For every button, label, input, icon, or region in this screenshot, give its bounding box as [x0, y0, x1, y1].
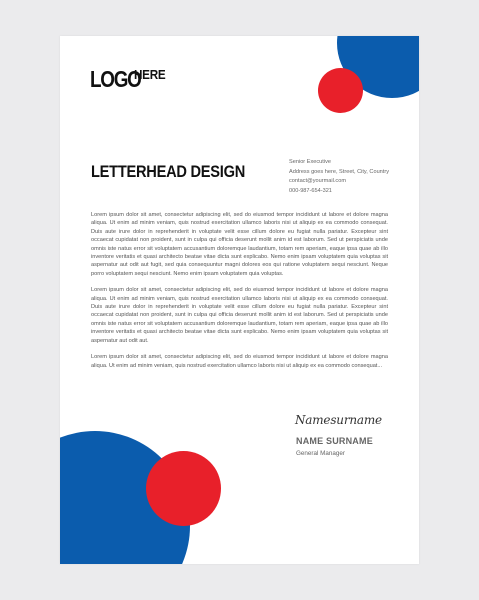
letterhead-sheet: [60, 36, 419, 564]
contact-address: Address goes here, Street, City, Country: [289, 168, 390, 175]
contact-phone: 000-987-654-321: [289, 187, 332, 194]
signatory-name: NAME SURNAME: [296, 436, 373, 446]
decor-circle-red-top: [318, 68, 363, 113]
body-paragraph: Lorem ipsum dolor sit amet, consectetur adipiscing elit, sed do eiusmod tempor incididunt ut labore et dolore magna aliqua. Ut enim ad minim veniam, quis nostrud exercitation ullamco laboris nisi ut aliquip ex ea commodo consequat...: [91, 354, 388, 369]
contact-position: Senior Executive: [289, 159, 331, 165]
body-paragraph: Lorem ipsum dolor sit amet, consectetur adipiscing elit, sed do eiusmod tempor incididunt ut labore et dolore magna aliqua. Ut enim ad minim veniam, quis nostrud exercitation ullamco laboris nisi ut aliquip ex ea commodo consequat. Duis aute irure dolor in reprehenderit in voluptate velit esse cillum dolore eu fugiat nulla pariatur. Excepteur sint occaecat cupidatat non proident, sunt in culpa qui officia deserunt mollit anim id est laborum. Sed ut perspiciatis unde omnis iste natus error sit voluptatem accusantium doloremque laudantium, totam rem aperiam, eaque ipsa quae ab illo inventore veritatis et quasi architecto beatae vitae dicta sunt explicabo. Nemo enim ipsam voluptatem quia voluptas sit aspernatur aut odit aut fugit, sed quia consequuntur magni dolores eos qui ratione voluptatem sequi nesciunt. Neque porro voluptatem sequi nesciunt. Nemo enim ipsam voluptatem quia voluptas.: [91, 212, 388, 277]
contact-email: contact@yourmail.com: [289, 178, 346, 184]
contact-block: [289, 158, 389, 196]
signatory-role: General Manager: [296, 450, 346, 457]
decor-circle-red-bottom: [146, 451, 221, 526]
logo-main-text: LOGO: [90, 66, 141, 92]
body-paragraph: Lorem ipsum dolor sit amet, consectetur adipiscing elit, sed do eiusmod tempor incididunt ut labore et dolore magna aliqua. Ut enim ad minim veniam, quis nostrud exercitation ullamco laboris nisi ut aliquip ex ea commodo consequat. Duis aute irure dolor in reprehenderit in voluptate velit esse cillum dolore eu fugiat nulla pariatur. Excepteur sint occaecat cupidatat non proident, sunt in culpa qui officia deserunt mollit anim id est laborum. Sed ut perspiciatis unde omnis iste natus error sit voluptatem accusantium doloremque laudantium, totam rem aperiam, eaque ipsa quae ab illo inventore veritatis et quasi architecto beatae vitae dicta sunt explicabo. Nemo enim ipsam voluptatem quia voluptas sit aspernatur aut odit aut.: [91, 287, 388, 344]
signature-script: Namesurname: [295, 413, 382, 427]
logo: [90, 66, 169, 93]
letter-body: [91, 211, 388, 378]
logo-sub-text: HERE: [134, 67, 166, 82]
document-title: LETTERHEAD DESIGN: [91, 162, 246, 181]
